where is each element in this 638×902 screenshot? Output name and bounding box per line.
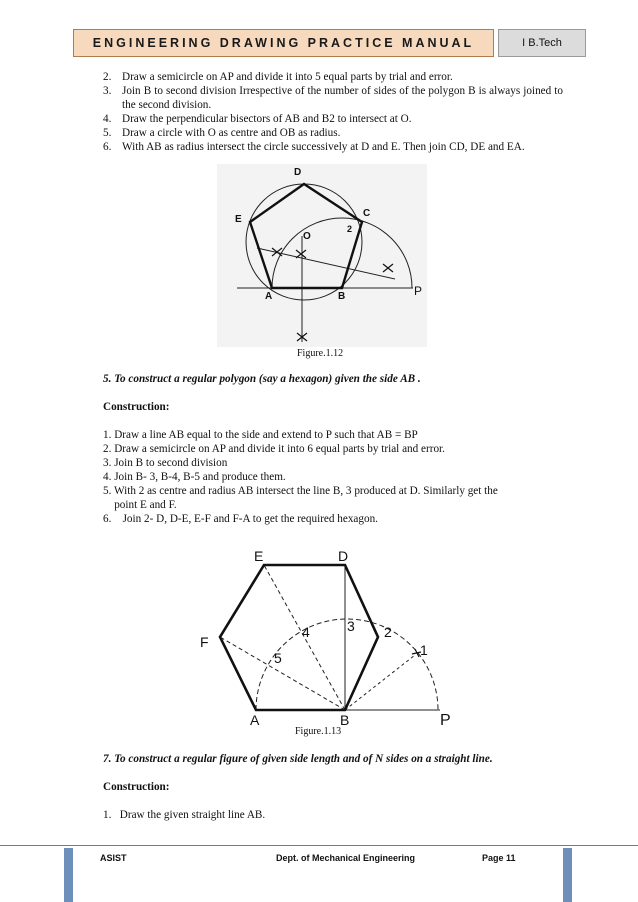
page-header	[73, 29, 586, 57]
hexagon-drawing	[190, 545, 470, 735]
arc-mark	[296, 250, 306, 258]
step-text: 1. Draw the given straight line AB.	[103, 809, 266, 821]
hexagon-outline	[220, 565, 378, 710]
list-item: 1. Draw a line AB equal to the side and extend to P such that AB = BP	[103, 429, 418, 441]
label-b: B	[340, 712, 350, 728]
label-a: A	[265, 291, 273, 302]
label-e: E	[254, 548, 264, 564]
label-e: E	[235, 214, 242, 225]
figure-pentagon	[217, 164, 427, 347]
construction-heading: Construction:	[103, 781, 170, 793]
line-b-1	[345, 655, 415, 710]
list-item: point E and F.	[103, 499, 177, 511]
label-d: D	[294, 167, 302, 178]
label-d: D	[338, 548, 349, 564]
steps-list-a	[103, 70, 563, 154]
list-item: 5. Draw a circle with O as centre and OB as radius.	[103, 127, 341, 139]
footer-institute: ASIST	[100, 853, 127, 863]
footer-bar-left	[64, 848, 73, 902]
course-badge: I B.Tech	[498, 29, 586, 57]
list-item: 2. Draw a semicircle on AP and divide it into 5 equal parts by trial and error.	[103, 71, 453, 83]
footer-bar-right	[563, 848, 572, 902]
label-c: C	[363, 208, 371, 219]
label-a: A	[250, 712, 260, 728]
figure-caption: Figure.1.12	[297, 348, 344, 359]
steps-list-b	[103, 428, 543, 526]
figure-caption: Figure.1.13	[295, 726, 342, 737]
figure-hexagon	[190, 545, 470, 735]
label-5: 5	[274, 650, 282, 666]
manual-title: ENGINEERING DRAWING PRACTICE MANUAL	[73, 29, 494, 57]
list-item: 6. Join 2- D, D-E, E-F and F-A to get the required hexagon.	[103, 513, 378, 525]
label-3: 3	[347, 618, 355, 634]
pentagon-drawing	[217, 164, 427, 347]
label-p: P	[414, 284, 423, 298]
label-2: 2	[384, 624, 392, 640]
list-item: 2. Draw a semicircle on AP and divide it into 6 equal parts by trial and error.	[103, 443, 445, 455]
arc-mark	[383, 264, 393, 272]
list-item: 3. Join B to second division	[103, 457, 228, 469]
list-item: 3. Join B to second division Irrespective of the number of sides of the polygon B is always joined to the second division.	[103, 85, 563, 111]
list-item: 6. With AB as radius intersect the circle successively at D and E. Then join CD, DE and EA.	[103, 141, 525, 153]
semicircle-arc	[272, 218, 412, 288]
label-o: O	[303, 231, 311, 242]
construction-heading: Construction:	[103, 401, 170, 413]
label-b: B	[338, 291, 346, 302]
list-item: 4. Join B- 3, B-4, B-5 and produce them.	[103, 471, 286, 483]
label-2: 2	[347, 224, 353, 234]
label-p: P	[440, 712, 451, 729]
label-4: 4	[302, 624, 310, 640]
list-item: 4. Draw the perpendicular bisectors of AB and B2 to intersect at O.	[103, 113, 412, 125]
label-1: 1	[420, 642, 428, 658]
section-heading: 5. To construct a regular polygon (say a hexagon) given the side AB .	[103, 373, 421, 385]
label-f: F	[200, 634, 209, 650]
footer-divider	[0, 845, 638, 846]
footer-department: Dept. of Mechanical Engineering	[276, 853, 416, 863]
list-item: 5. With 2 as centre and radius AB intersect the line B, 3 produced at D. Similarly get the	[103, 485, 498, 497]
section-heading: 7. To construct a regular figure of given side length and of N sides on a straight line.	[103, 753, 493, 765]
footer-page-number: Page 11	[482, 853, 516, 863]
